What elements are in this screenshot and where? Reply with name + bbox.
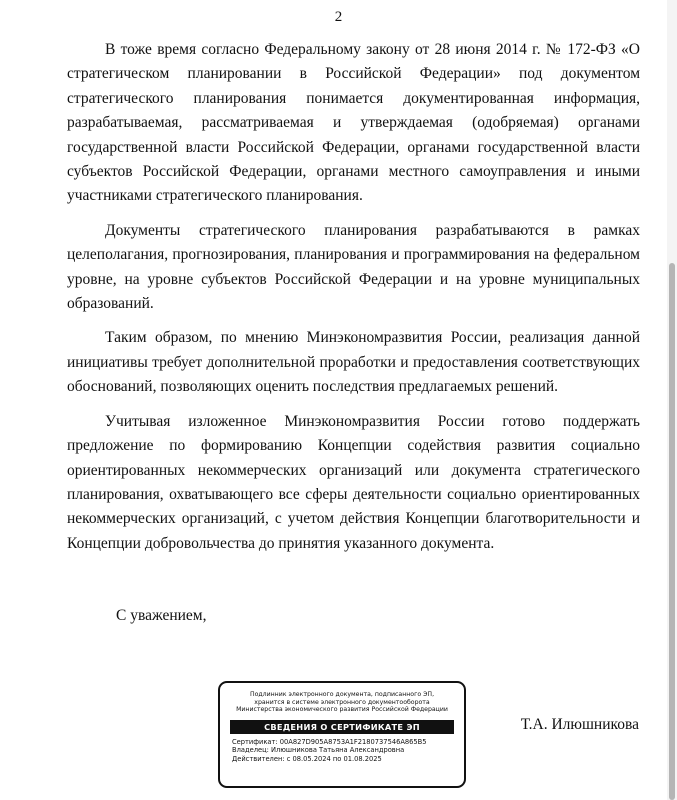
certificate-number: Сертификат: 00A827D905A8753A1F2180737546A865B5 <box>232 737 427 746</box>
stamp-details <box>232 738 464 763</box>
signer-name: Т.А. Илюшникова <box>520 716 639 733</box>
page-number: 2 <box>334 9 343 25</box>
stamp-notice-line: Министерства экономического развития Российской Федерации <box>236 706 448 714</box>
certificate-validity: Действителен: с 08.05.2024 по 01.08.2025 <box>232 754 382 763</box>
paragraph: Документы стратегического планирования разрабатываются в рамках целеполагания, прогнозирования, планирования и программирования на федеральном уровне, на уровне субъектов Российской Федерации и на уровне муниципальных образований. <box>67 221 640 313</box>
stamp-notice-line: хранится в системе электронного документооборота <box>254 698 430 706</box>
paragraph: Учитывая изложенное Минэкономразвития России готово поддержать предложение по формированию Концепции содействия развития социально ориентированных некоммерческих организаций или документа стратегического планирования, охватывающего все сферы деятельности социально ориентированных некоммерческих организаций, с учетом действия Концепции благотворительности и Концепции добровольчества до принятия указанного документа. <box>67 412 640 552</box>
paragraph: Таким образом, по мнению Минэкономразвития России, реализация данной инициативы требует дополнительной проработки и предоставления соответствующих обоснований, позволяющих оценить последствия предлагаемых решений. <box>67 329 640 396</box>
scrollbar-track[interactable] <box>667 0 677 800</box>
electronic-signature-stamp <box>218 681 466 788</box>
stamp-header: СВЕДЕНИЯ О СЕРТИФИКАТЕ ЭП <box>230 720 454 734</box>
stamp-notice-line: Подлинник электронного документа, подписанного ЭП, <box>249 691 435 698</box>
scrollbar-thumb[interactable] <box>669 263 675 800</box>
certificate-owner: Владелец: Илюшникова Татьяна Александровна <box>232 746 405 755</box>
stamp-notice <box>228 691 456 714</box>
paragraph: В тоже время согласно Федеральному закону от 28 июня 2014 г. № 172-ФЗ «О стратегическом планировании в Российской Федерации» под документом стратегического планирования понимается документированная информация, разрабатываемая, рассматриваемая и утверждаемая (одобряемая) органами государственной власти Российской Федерации, органами государственной власти субъектов Российской Федерации, органами местного самоуправления и иными участниками стратегического планирования. <box>67 41 640 205</box>
closing-salutation: С уважением, <box>116 607 207 624</box>
letter-body <box>67 38 640 566</box>
